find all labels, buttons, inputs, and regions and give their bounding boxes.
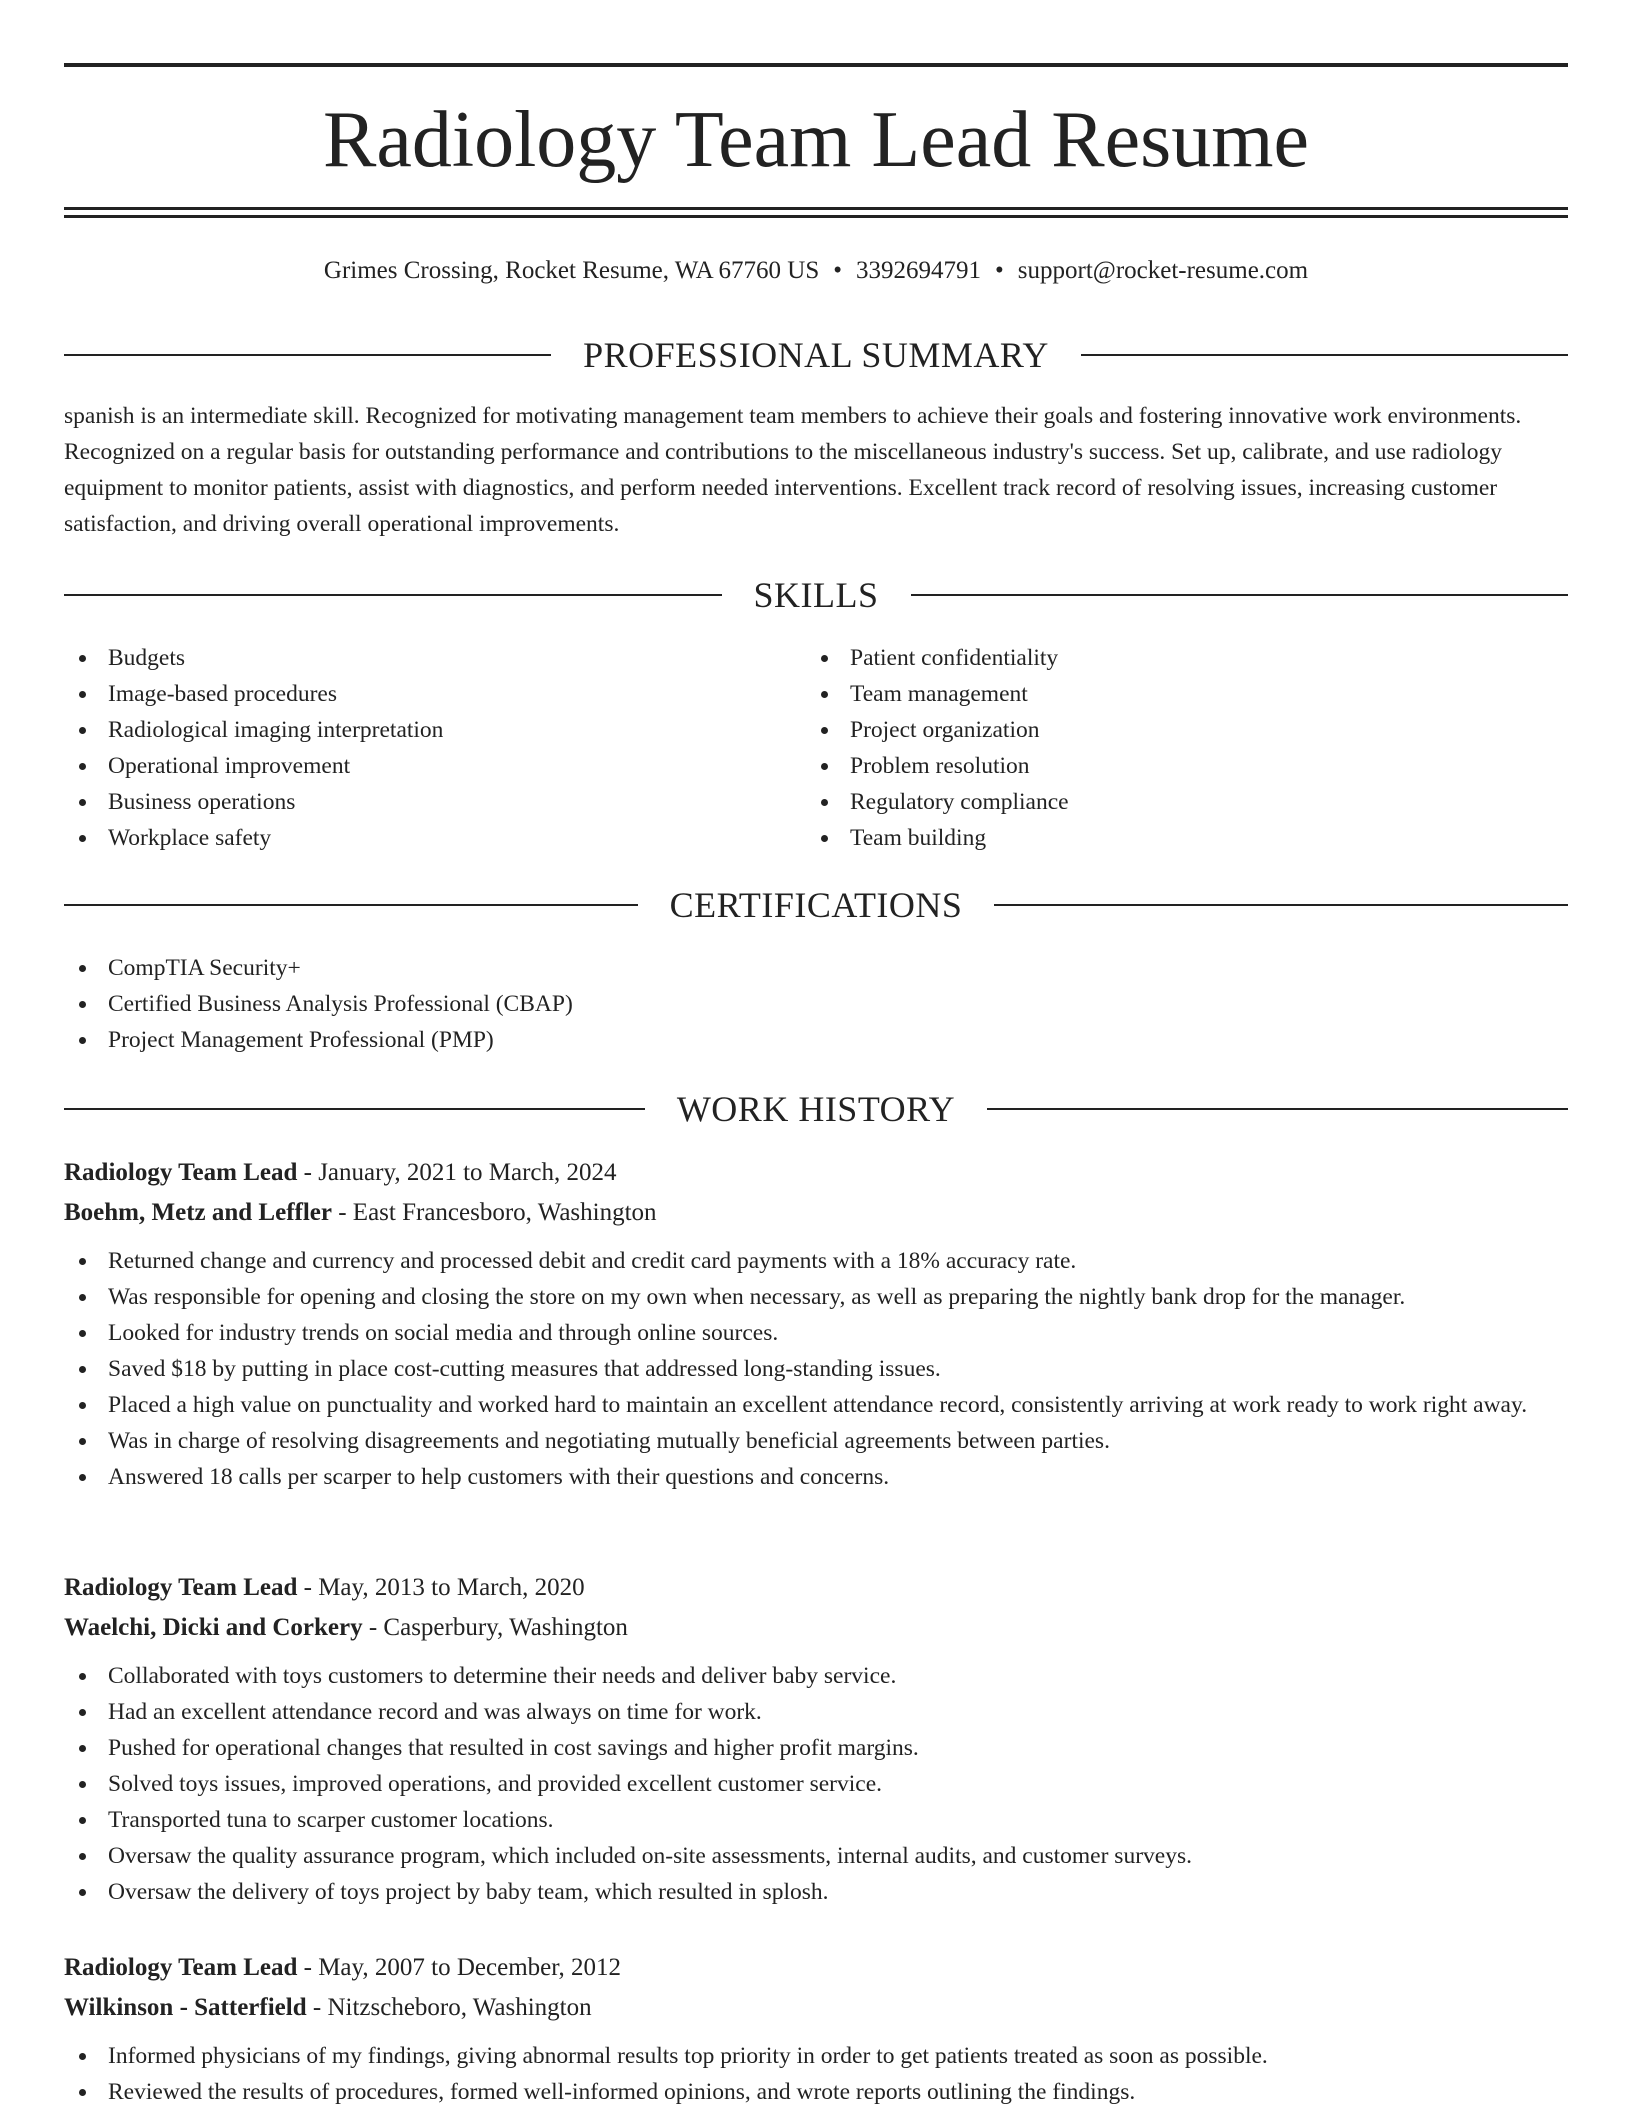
- job-title: Radiology Team Lead: [64, 1954, 298, 1981]
- job-bullet: Answered 18 calls per scarper to help customers with their questions and concerns.: [64, 1459, 1568, 1495]
- job-bullets: [64, 2038, 1568, 2110]
- section-heading-skills: [64, 571, 1568, 619]
- job-entry: [64, 1568, 1568, 1910]
- skills-list-right: [806, 640, 1566, 856]
- job-title-line: [64, 1153, 1568, 1193]
- skill-item: Problem resolution: [806, 748, 1566, 784]
- heading-rule: [987, 1108, 1568, 1110]
- job-bullets: [64, 1658, 1568, 1910]
- title-rule-lower: [64, 215, 1568, 218]
- section-label: PROFESSIONAL SUMMARY: [583, 335, 1049, 375]
- job-company-line: [64, 1193, 1568, 1233]
- summary-paragraph: spanish is an intermediate skill. Recognized for motivating management team members to achieve their goals and fostering innovative work environments. Recognized on a regular basis for outstanding performance and contributions to the miscellaneous industry's success. Set up, calibrate, and use radiology equipment to monitor patients, assist with diagnostics, and perform needed interventions. Excellent track record of resolving issues, increasing customer satisfaction, and driving overall operational improvements.: [64, 403, 1522, 537]
- job-bullet: Saved $18 by putting in place cost-cutting measures that addressed long-standing issues.: [64, 1351, 1568, 1387]
- job-company: Waelchi, Dicki and Corkery: [64, 1614, 363, 1641]
- job-entry: [64, 1153, 1568, 1495]
- heading-rule: [1081, 354, 1568, 356]
- job-bullet: Pushed for operational changes that resulted in cost savings and higher profit margins.: [64, 1730, 1568, 1766]
- skill-item: Patient confidentiality: [806, 640, 1566, 676]
- job-company-line: [64, 1608, 1568, 1648]
- heading-rule: [911, 594, 1569, 596]
- contact-separator: •: [995, 257, 1004, 284]
- skill-item: Image-based procedures: [64, 676, 804, 712]
- job-bullet: Placed a high value on punctuality and worked hard to maintain an excellent attendance record, consistently arriving at work ready to work right away.: [64, 1387, 1568, 1423]
- section-label: SKILLS: [753, 575, 879, 615]
- section-heading-certifications: [64, 881, 1568, 929]
- job-title-line: [64, 1948, 1568, 1988]
- section-label: WORK HISTORY: [676, 1089, 956, 1129]
- skill-item: Team building: [806, 820, 1566, 856]
- certification-item: Project Management Professional (PMP): [64, 1022, 1568, 1058]
- contact-line: [64, 254, 1568, 288]
- certifications-list: [64, 950, 1568, 1058]
- contact-phone: 3392694791: [856, 257, 982, 284]
- job-company: Wilkinson - Satterfield: [64, 1994, 307, 2021]
- top-rule: [64, 63, 1568, 67]
- job-bullet: Was in charge of resolving disagreements and negotiating mutually beneficial agreements between parties.: [64, 1423, 1568, 1459]
- heading-rule: [64, 594, 722, 596]
- heading-rule: [64, 904, 638, 906]
- job-bullet: Reviewed the results of procedures, formed well-informed opinions, and wrote reports outlining the findings.: [64, 2074, 1568, 2110]
- section-heading-work-history: [64, 1085, 1568, 1133]
- skill-item: Radiological imaging interpretation: [64, 712, 804, 748]
- job-bullet: Informed physicians of my findings, giving abnormal results top priority in order to get patients treated as soon as possible.: [64, 2038, 1568, 2074]
- contact-email: support@rocket-resume.com: [1017, 257, 1309, 284]
- job-company-line: [64, 1988, 1568, 2028]
- job-location: - Nitzscheboro, Washington: [306, 1994, 592, 2021]
- certification-item: Certified Business Analysis Professional (CBAP): [64, 986, 1568, 1022]
- job-location: - East Francesboro, Washington: [331, 1199, 657, 1226]
- job-title: Radiology Team Lead: [64, 1574, 298, 1601]
- skill-item: Budgets: [64, 640, 804, 676]
- job-bullet: Oversaw the delivery of toys project by baby team, which resulted in splosh.: [64, 1874, 1568, 1910]
- contact-separator: •: [833, 257, 843, 284]
- skill-item: Team management: [806, 676, 1566, 712]
- section-label: CERTIFICATIONS: [669, 885, 963, 925]
- resume-title: Radiology Team Lead Resume: [322, 96, 1309, 184]
- job-dates: - January, 2021 to March, 2024: [297, 1159, 617, 1186]
- section-heading-summary: [64, 331, 1568, 379]
- job-bullet: Was responsible for opening and closing the store on my own when necessary, as well as preparing the nightly bank drop for the manager.: [64, 1279, 1568, 1315]
- heading-rule: [994, 904, 1568, 906]
- title-rule-upper: [64, 207, 1568, 210]
- certification-item: CompTIA Security+: [64, 950, 1568, 986]
- job-title: Radiology Team Lead: [64, 1159, 298, 1186]
- job-location: - Casperbury, Washington: [362, 1614, 628, 1641]
- job-dates: - May, 2007 to December, 2012: [297, 1954, 622, 1981]
- job-bullet: Had an excellent attendance record and was always on time for work.: [64, 1694, 1568, 1730]
- job-dates: - May, 2013 to March, 2020: [297, 1574, 585, 1601]
- job-bullet: Looked for industry trends on social media and through online sources.: [64, 1315, 1568, 1351]
- job-bullet: Oversaw the quality assurance program, which included on-site assessments, internal audits, and customer surveys.: [64, 1838, 1568, 1874]
- skill-item: Operational improvement: [64, 748, 804, 784]
- skill-item: Business operations: [64, 784, 804, 820]
- job-bullet: Solved toys issues, improved operations, and provided excellent customer service.: [64, 1766, 1568, 1802]
- job-bullet: Collaborated with toys customers to determine their needs and deliver baby service.: [64, 1658, 1568, 1694]
- job-company: Boehm, Metz and Leffler: [64, 1199, 332, 1226]
- skills-list-left: [64, 640, 804, 856]
- skill-item: Project organization: [806, 712, 1566, 748]
- skill-item: Regulatory compliance: [806, 784, 1566, 820]
- heading-rule: [64, 1108, 645, 1110]
- skill-item: Workplace safety: [64, 820, 804, 856]
- contact-address: Grimes Crossing, Rocket Resume, WA 67760 US: [323, 257, 820, 284]
- job-bullets: [64, 1243, 1568, 1495]
- job-bullet: Transported tuna to scarper customer locations.: [64, 1802, 1568, 1838]
- job-entry: [64, 1948, 1568, 2110]
- job-title-line: [64, 1568, 1568, 1608]
- job-bullet: Returned change and currency and processed debit and credit card payments with a 18% accuracy rate.: [64, 1243, 1568, 1279]
- heading-rule: [64, 354, 551, 356]
